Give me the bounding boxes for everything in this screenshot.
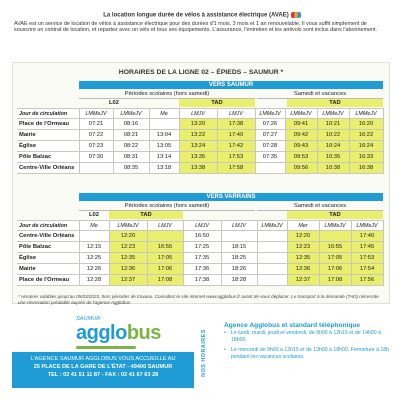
time-cell: 12:28 (79, 275, 109, 286)
time-cell: 16:33 (349, 152, 383, 163)
time-cell: 10:24 (317, 141, 349, 152)
time-cell: 17:06 (147, 264, 183, 275)
stop-name: Mairie (17, 130, 79, 141)
time-cell: 12:35 (287, 253, 319, 264)
time-cell: 12:25 (79, 253, 109, 264)
time-cell: 13:14 (149, 152, 179, 163)
time-cell: 16:55 (319, 242, 351, 253)
time-cell: 17:54 (351, 264, 383, 275)
time-cell: 13:38 (179, 163, 217, 174)
table-row (17, 141, 383, 152)
header-cell: Jour de circulation (17, 109, 79, 119)
sub-tad-school: TAD (179, 99, 255, 107)
time-cell: 16:55 (147, 242, 183, 253)
agency-hours-line: • Le lundi, mardi, jeudi et vendredi, de 9h00 à 12h15 et de 14h00 à 18h00. (224, 330, 392, 344)
time-cell: 18:28 (221, 275, 257, 286)
time-cell: 13:22 (179, 130, 217, 141)
time-cell (147, 231, 183, 242)
logo-bus-part: bus (126, 322, 161, 344)
sub-tad-saturday: TAD (287, 211, 383, 219)
time-cell: 17:40 (351, 231, 383, 242)
header-cell: LMJV (179, 109, 217, 119)
table-row (17, 152, 383, 163)
time-cell: 13:05 (149, 141, 179, 152)
time-cell: 17:53 (217, 152, 255, 163)
avae-logo-icon (291, 12, 301, 18)
time-cell: 12:37 (287, 275, 319, 286)
time-cell: 09:43 (285, 141, 317, 152)
time-cell: 07:28 (255, 141, 285, 152)
table-row (17, 264, 383, 275)
time-cell: 12:36 (287, 264, 319, 275)
time-cell: 17:25 (183, 242, 221, 253)
time-cell: 17:58 (217, 163, 255, 174)
time-cell: 13:18 (149, 163, 179, 174)
section-vers-saumur (17, 81, 383, 191)
time-cell: 12:26 (79, 264, 109, 275)
time-cell: 08:31 (113, 152, 149, 163)
header-cell: LMMeJV (109, 221, 147, 231)
time-cell: 12:23 (287, 242, 319, 253)
contact-phone-fax: TEL : 02 41 51 11 87 - FAX : 02 41 67 63 28 (47, 372, 159, 378)
time-cell: 18:25 (221, 253, 257, 264)
time-cell: 12:20 (109, 231, 147, 242)
stop-name: Place de l'Ormeau (17, 119, 79, 130)
table-row (17, 163, 383, 174)
timetable-card (12, 62, 390, 304)
time-cell: 17:53 (351, 253, 383, 264)
time-cell: 17:56 (351, 275, 383, 286)
timetable-title: HORAIRES DE LA LIGNE 02 – ÉPIEDS – SAUMUR * (118, 69, 284, 76)
time-cell (149, 119, 179, 130)
table-row (17, 253, 383, 264)
time-cell: 09:41 (285, 119, 317, 130)
time-cell: 12:35 (109, 253, 147, 264)
table-row (17, 275, 383, 286)
time-cell: 10:21 (317, 119, 349, 130)
horaires-vertical-label: NOS HORAIRES (200, 329, 207, 377)
time-cell: 07:22 (79, 130, 113, 141)
agency-hours-line: • Le mercredi de 9h00 à 12h15 et de 13h00 à 18h00. Fermeture à 18h pendant les vacances scolaires. (224, 347, 392, 361)
header-cell: LMMeJV (351, 221, 383, 231)
time-cell: 17:08 (147, 275, 183, 286)
agency-title: Agence Agglobus et standard téléphonique (224, 322, 361, 329)
time-cell (257, 253, 287, 264)
time-cell: 10:22 (317, 130, 349, 141)
time-cell: 07:21 (79, 119, 113, 130)
intro-text: AVAE est un service de location de vélos à assistance électrique pour des durées d'1 mois, 3 mois et 1 an renouvelable. Il vous suffit simplement de souscrire un contrat de location, et repartez avec un vélo et tous ses équipements. L'assurance, l'entretien et les antivols sont inclus dans l'abonnement. (14, 20, 377, 34)
time-cell: 13:35 (179, 152, 217, 163)
contact-line-1: L'AGENCE SAUMUR AGGLOBUS VOUS ACCUEILLE AU (30, 356, 176, 362)
agency-hours (224, 322, 392, 361)
time-cell: 16:22 (349, 130, 383, 141)
header-cell: Me (149, 109, 179, 119)
timetable-vers-varrains (17, 220, 384, 286)
sub-tad-school: TAD (109, 211, 183, 219)
time-cell: 17:36 (183, 264, 221, 275)
time-cell: 18:26 (221, 264, 257, 275)
time-cell: 17:05 (147, 253, 183, 264)
time-cell: 17:42 (217, 141, 255, 152)
time-cell: 08:35 (113, 163, 149, 174)
time-cell: 16:24 (349, 141, 383, 152)
time-cell: 10:35 (317, 152, 349, 163)
time-cell (255, 163, 285, 174)
stop-name: Église (17, 141, 79, 152)
group-school: Périodes scolaires (hors samedi) (79, 202, 255, 211)
time-cell: 17:06 (319, 264, 351, 275)
time-cell: 17:38 (217, 119, 255, 130)
intro-block (14, 12, 390, 34)
time-cell: 17:05 (319, 253, 351, 264)
group-saturday: Samedi et vacances (257, 90, 383, 99)
header-cell: Mer (287, 221, 319, 231)
table-header-row (17, 109, 383, 119)
stop-name: Pôle Balzac (17, 242, 79, 253)
direction-banner: VERS SAUMUR (79, 81, 383, 89)
header-cell: LMMeJV (317, 109, 349, 119)
header-cell: LMMeJV (113, 109, 149, 119)
time-cell (221, 231, 257, 242)
time-cell (257, 231, 287, 242)
time-cell: 17:45 (351, 242, 383, 253)
logo-agglobus-text (76, 322, 161, 345)
time-cell: 12:36 (109, 264, 147, 275)
time-cell (79, 231, 109, 242)
time-cell: 12:23 (109, 242, 147, 253)
time-cell (319, 231, 351, 242)
time-cell: 09:56 (285, 163, 317, 174)
header-cell: LMMeJV (319, 221, 351, 231)
time-cell: 16:50 (183, 231, 221, 242)
time-cell: 07:27 (255, 130, 285, 141)
time-cell: 12:37 (109, 275, 147, 286)
header-cell: Jour de circulation (17, 221, 79, 231)
header-cell: LMJV (147, 221, 183, 231)
group-school: Périodes scolaires (hors samedi) (79, 90, 255, 99)
section-vers-varrains (17, 193, 383, 303)
stop-name: Centre-Ville Orléans (17, 163, 79, 174)
header-cell: Me (79, 221, 109, 231)
time-cell (257, 264, 287, 275)
time-cell: 13:24 (179, 141, 217, 152)
timetable-vers-saumur (17, 108, 384, 174)
sub-tad-saturday: TAD (287, 99, 383, 107)
table-header-row (17, 221, 383, 231)
header-cell: LMMeJV (285, 109, 317, 119)
time-cell: 08:21 (113, 130, 149, 141)
time-cell: 07:26 (255, 119, 285, 130)
time-cell: 17:35 (183, 253, 221, 264)
time-cell: 18:15 (221, 242, 257, 253)
header-cell: LMMeJV (79, 109, 113, 119)
table-row (17, 119, 383, 130)
sub-l02: L02 (109, 100, 119, 106)
time-cell (257, 275, 287, 286)
header-cell: LMMeJV (349, 109, 383, 119)
time-cell: 17:08 (319, 275, 351, 286)
time-cell: 07:23 (79, 141, 113, 152)
stop-name: Place de l'Ormeau (17, 275, 79, 286)
contact-address: 25 PLACE DE LA GARE DE L'ÉTAT - 49400 SAUMUR (33, 364, 173, 370)
time-cell: 07:35 (255, 152, 285, 163)
logo-agglo-part: agglo (76, 322, 127, 344)
time-cell: 13:20 (179, 119, 217, 130)
group-saturday: Samedi et vacances (257, 202, 383, 211)
time-cell: 09:53 (285, 152, 317, 163)
direction-banner: VERS VARRAINS (79, 193, 383, 201)
contact-box (12, 352, 194, 388)
time-cell: 09:42 (285, 130, 317, 141)
header-cell: LMMeJV (257, 221, 287, 231)
stop-name: Mairie (17, 264, 79, 275)
footnote: * Horaires valables jusqu'au 05/03/2023, hors périodes de travaux. Consultez le site internet www.agglobus.fr avant de vous déplacer. Le transport à la demande (TAD) nécessite une réservation préalable auprès de l'agence Agglobus. (18, 294, 379, 305)
logo-saumur-text: SAUMUR (76, 316, 101, 322)
time-cell: 16:38 (349, 163, 383, 174)
sub-l02: L02 (89, 212, 99, 218)
time-cell: 10:38 (317, 163, 349, 174)
stop-name: Église (17, 253, 79, 264)
time-cell: 08:22 (113, 141, 149, 152)
time-cell: 12:15 (79, 242, 109, 253)
logo-swoosh-icon (76, 346, 136, 349)
header-cell: LMJV (183, 221, 221, 231)
time-cell: 12:20 (287, 231, 319, 242)
time-cell (257, 242, 287, 253)
stop-name: Centre-Ville Orléans (17, 231, 79, 242)
time-cell (79, 163, 113, 174)
table-row (17, 231, 383, 242)
header-cell: LMJV (217, 109, 255, 119)
table-row (17, 242, 383, 253)
time-cell: 17:40 (217, 130, 255, 141)
time-cell: 17:38 (183, 275, 221, 286)
header-cell: LMMeJV (255, 109, 285, 119)
header-cell: LMJV (221, 221, 257, 231)
time-cell: 13:04 (149, 130, 179, 141)
table-row (17, 130, 383, 141)
intro-title: La location longue durée de vélos à assistance électrique (AVAE) (14, 12, 390, 19)
time-cell: 07:30 (79, 152, 113, 163)
time-cell: 16:20 (349, 119, 383, 130)
stop-name: Pôle Balzac (17, 152, 79, 163)
agglobus-logo (20, 312, 190, 352)
time-cell: 08:16 (113, 119, 149, 130)
